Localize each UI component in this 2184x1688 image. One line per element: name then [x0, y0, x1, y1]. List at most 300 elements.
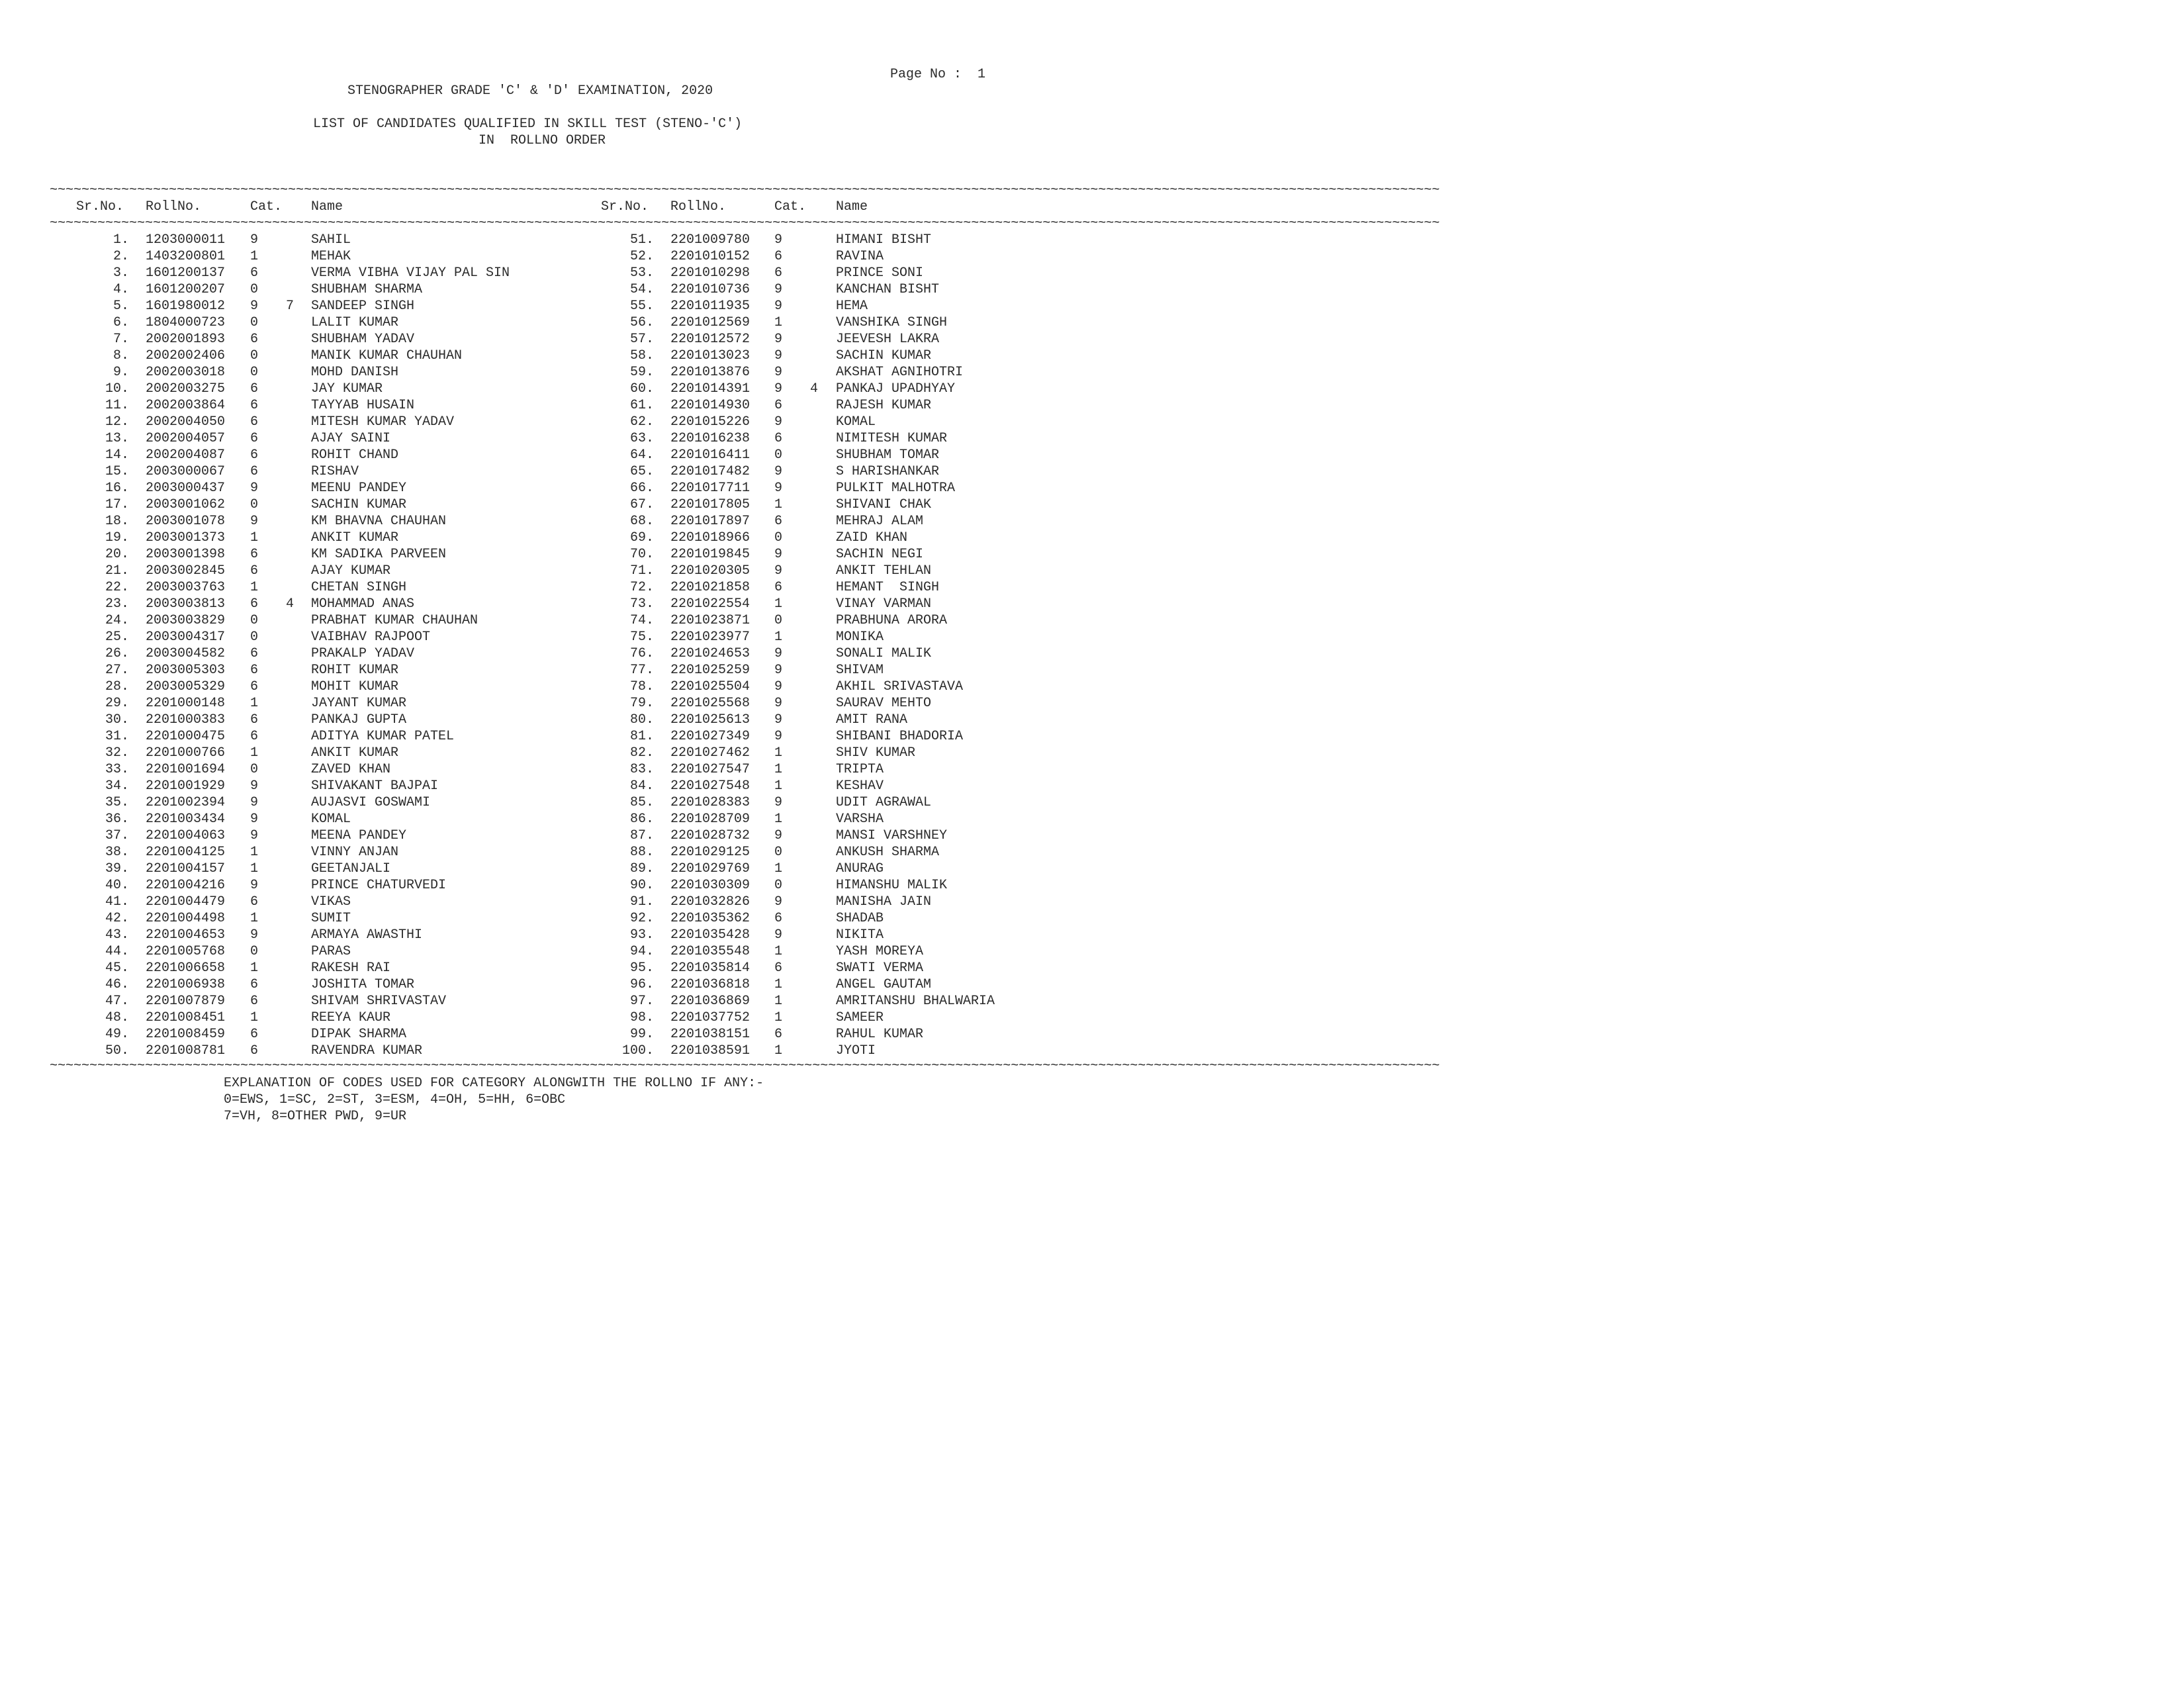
name-cell: PANKAJ UPADHYAY: [836, 381, 956, 397]
top-rule: ~~~~~~~~~~~~~~~~~~~~~~~~~~~~~~~~~~~~~~~~~~~~~~~~~~~~~~~~~~~~~~~~~~~~~~~~~~~~~~~~~~~~~~~~~~~~~~~~~~~~~~~~~~~~~~~~~~~~~~~~~~~~~~~~~~~~~~~~~~~~~~~~~~~~~~~~~~~~~~~~~~~~~~~~~~~~~~~: [50, 183, 1440, 198]
category-cell: 6: [250, 894, 259, 910]
category-cell: 1: [250, 961, 259, 976]
category-cell: 9: [250, 299, 259, 314]
srno-cell: 26.: [105, 646, 129, 661]
category-cell: 9: [774, 414, 783, 430]
category-cell: 1: [774, 861, 783, 876]
category-cell: 6: [250, 1027, 259, 1042]
category-cell: 0: [250, 630, 259, 645]
name-cell: YASH MOREYA: [836, 944, 924, 959]
name-cell: CHETAN SINGH: [311, 580, 407, 595]
name-cell: S HARISHANKAR: [836, 464, 940, 479]
name-cell: PRAKALP YADAV: [311, 646, 415, 661]
name-cell: SACHIN NEGI: [836, 547, 924, 562]
srno-cell: 93.: [629, 927, 654, 943]
table-row: [0, 265, 2184, 281]
category-cell: 9: [774, 365, 783, 380]
header-rollno-right: RollNo.: [670, 199, 727, 214]
srno-cell: 73.: [629, 596, 654, 612]
rollno-cell: 2201006938: [146, 977, 226, 992]
list-title: LIST OF CANDIDATES QUALIFIED IN SKILL TEST (STENO-'C'): [313, 117, 743, 132]
name-cell: MANISHA JAIN: [836, 894, 932, 910]
srno-cell: 98.: [629, 1010, 654, 1025]
srno-cell: 28.: [105, 679, 129, 694]
rollno-cell: 1203000011: [146, 232, 226, 248]
srno-cell: 95.: [629, 961, 654, 976]
category-cell: 9: [250, 812, 259, 827]
srno-cell: 20.: [105, 547, 129, 562]
srno-cell: 69.: [629, 530, 654, 545]
table-row: [0, 579, 2184, 596]
category-cell: 9: [774, 663, 783, 678]
name-cell: SANDEEP SINGH: [311, 299, 415, 314]
srno-cell: 33.: [105, 762, 129, 777]
rollno-cell: 2201036869: [670, 994, 751, 1009]
name-cell: ROHIT CHAND: [311, 447, 399, 463]
category-cell: 9: [774, 894, 783, 910]
category-cell: 9: [250, 232, 259, 248]
category-cell: 0: [250, 613, 259, 628]
rollno-cell: 2201004216: [146, 878, 226, 893]
category-cell: 9: [774, 381, 783, 397]
name-cell: REEYA KAUR: [311, 1010, 391, 1025]
table-row: [0, 844, 2184, 861]
srno-cell: 61.: [629, 398, 654, 413]
table-row: [0, 745, 2184, 761]
table-row: [0, 596, 2184, 612]
table-row: [0, 827, 2184, 844]
rollno-cell: 2201001694: [146, 762, 226, 777]
table-row: [0, 381, 2184, 397]
rollno-cell: 2201006658: [146, 961, 226, 976]
name-cell: AKSHAT AGNIHOTRI: [836, 365, 964, 380]
rollno-cell: 2201025568: [670, 696, 751, 711]
name-cell: RAJESH KUMAR: [836, 398, 932, 413]
srno-cell: 89.: [629, 861, 654, 876]
pwd-code-cell: 7: [286, 299, 295, 314]
srno-cell: 31.: [105, 729, 129, 744]
candidate-table: [0, 232, 2184, 1059]
header-srno-right: Sr.No.: [601, 199, 649, 214]
header-cat-right: Cat.: [774, 199, 807, 214]
category-cell: 9: [250, 927, 259, 943]
rollno-cell: 2201017805: [670, 497, 751, 512]
table-row: [0, 414, 2184, 430]
table-row: [0, 612, 2184, 629]
rollno-cell: 2201038151: [670, 1027, 751, 1042]
rollno-cell: 2002004050: [146, 414, 226, 430]
category-cell: 9: [774, 828, 783, 843]
category-cell: 6: [250, 265, 259, 281]
rollno-cell: 2201015226: [670, 414, 751, 430]
name-cell: AMIT RANA: [836, 712, 908, 727]
rollno-cell: 2201023977: [670, 630, 751, 645]
name-cell: KM SADIKA PARVEEN: [311, 547, 447, 562]
category-cell: 6: [774, 265, 783, 281]
rollno-cell: 2201000148: [146, 696, 226, 711]
srno-cell: 80.: [629, 712, 654, 727]
name-cell: LALIT KUMAR: [311, 315, 399, 330]
rollno-cell: 2201005768: [146, 944, 226, 959]
name-cell: MEHRAJ ALAM: [836, 514, 924, 529]
name-cell: NIMITESH KUMAR: [836, 431, 948, 446]
rollno-cell: 2003002845: [146, 563, 226, 579]
rollno-cell: 2201013876: [670, 365, 751, 380]
rollno-cell: 2201004157: [146, 861, 226, 876]
category-cell: 9: [774, 481, 783, 496]
srno-cell: 27.: [105, 663, 129, 678]
name-cell: ANGEL GAUTAM: [836, 977, 932, 992]
name-cell: KOMAL: [311, 812, 351, 827]
rollno-cell: 2201027548: [670, 778, 751, 794]
rollno-cell: 2201028732: [670, 828, 751, 843]
srno-cell: 16.: [105, 481, 129, 496]
rollno-cell: 2201017482: [670, 464, 751, 479]
srno-cell: 74.: [629, 613, 654, 628]
name-cell: MEHAK: [311, 249, 351, 264]
table-row: [0, 397, 2184, 414]
rollno-cell: 2201027547: [670, 762, 751, 777]
rollno-cell: 2201009780: [670, 232, 751, 248]
category-cell: 0: [250, 497, 259, 512]
srno-cell: 78.: [629, 679, 654, 694]
category-cell: 1: [774, 1043, 783, 1058]
name-cell: SHIVAM SHRIVASTAV: [311, 994, 447, 1009]
name-cell: RISHAV: [311, 464, 359, 479]
srno-cell: 14.: [105, 447, 129, 463]
srno-cell: 81.: [629, 729, 654, 744]
rollno-cell: 2201004125: [146, 845, 226, 860]
srno-cell: 54.: [629, 282, 654, 297]
rollno-cell: 2201016238: [670, 431, 751, 446]
srno-cell: 68.: [629, 514, 654, 529]
srno-cell: 25.: [105, 630, 129, 645]
name-cell: MANIK KUMAR CHAUHAN: [311, 348, 463, 363]
table-row: [0, 679, 2184, 695]
category-cell: 9: [774, 563, 783, 579]
category-cell: 6: [250, 679, 259, 694]
srno-cell: 99.: [629, 1027, 654, 1042]
table-row: [0, 1026, 2184, 1043]
name-cell: DIPAK SHARMA: [311, 1027, 407, 1042]
srno-cell: 79.: [629, 696, 654, 711]
srno-cell: 47.: [105, 994, 129, 1009]
category-cell: 6: [250, 729, 259, 744]
category-cell: 6: [774, 911, 783, 926]
name-cell: RAKESH RAI: [311, 961, 391, 976]
category-cell: 6: [774, 249, 783, 264]
name-cell: JYOTI: [836, 1043, 876, 1058]
rollno-cell: 2201008781: [146, 1043, 226, 1058]
srno-cell: 53.: [629, 265, 654, 281]
table-row: [0, 629, 2184, 645]
rollno-cell: 2003005303: [146, 663, 226, 678]
srno-cell: 1.: [113, 232, 129, 248]
category-cell: 1: [774, 497, 783, 512]
srno-cell: 45.: [105, 961, 129, 976]
table-row: [0, 927, 2184, 943]
rollno-cell: 2201013023: [670, 348, 751, 363]
name-cell: AJAY KUMAR: [311, 563, 391, 579]
rollno-cell: 2201030309: [670, 878, 751, 893]
srno-cell: 46.: [105, 977, 129, 992]
srno-cell: 34.: [105, 778, 129, 794]
name-cell: MOHD DANISH: [311, 365, 399, 380]
table-row: [0, 861, 2184, 877]
category-cell: 6: [250, 646, 259, 661]
srno-cell: 4.: [113, 282, 129, 297]
srno-cell: 70.: [629, 547, 654, 562]
table-row: [0, 778, 2184, 794]
category-cell: 9: [774, 927, 783, 943]
category-cell: 9: [774, 232, 783, 248]
srno-cell: 100.: [621, 1043, 654, 1058]
rollno-cell: 1601980012: [146, 299, 226, 314]
name-cell: MOHIT KUMAR: [311, 679, 399, 694]
srno-cell: 85.: [629, 795, 654, 810]
rollno-cell: 2201004498: [146, 911, 226, 926]
name-cell: ADITYA KUMAR PATEL: [311, 729, 455, 744]
table-row: [0, 364, 2184, 381]
srno-cell: 17.: [105, 497, 129, 512]
srno-cell: 83.: [629, 762, 654, 777]
name-cell: PRINCE SONI: [836, 265, 924, 281]
name-cell: HIMANSHU MALIK: [836, 878, 948, 893]
header-rule: ~~~~~~~~~~~~~~~~~~~~~~~~~~~~~~~~~~~~~~~~~~~~~~~~~~~~~~~~~~~~~~~~~~~~~~~~~~~~~~~~~~~~~~~~~~~~~~~~~~~~~~~~~~~~~~~~~~~~~~~~~~~~~~~~~~~~~~~~~~~~~~~~~~~~~~~~~~~~~~~~~~~~~~~~~~~~~~~: [50, 216, 1440, 231]
table-row: [0, 298, 2184, 314]
srno-cell: 91.: [629, 894, 654, 910]
category-cell: 6: [250, 547, 259, 562]
table-row: [0, 563, 2184, 579]
category-cell: 9: [774, 348, 783, 363]
srno-cell: 65.: [629, 464, 654, 479]
rollno-cell: 2201012569: [670, 315, 751, 330]
srno-cell: 94.: [629, 944, 654, 959]
rollno-cell: 2201029769: [670, 861, 751, 876]
table-row: [0, 712, 2184, 728]
category-cell: 1: [774, 315, 783, 330]
legend-title: EXPLANATION OF CODES USED FOR CATEGORY ALONGWITH THE ROLLNO IF ANY:-: [224, 1076, 764, 1091]
rollno-cell: 2201027462: [670, 745, 751, 761]
srno-cell: 5.: [113, 299, 129, 314]
category-cell: 6: [250, 712, 259, 727]
header-cat-left: Cat.: [250, 199, 283, 214]
pwd-code-cell: 4: [286, 596, 295, 612]
name-cell: SHUBHAM YADAV: [311, 332, 415, 347]
rollno-cell: 2201020305: [670, 563, 751, 579]
category-cell: 6: [250, 381, 259, 397]
rollno-cell: 2201038591: [670, 1043, 751, 1058]
rollno-cell: 2201024653: [670, 646, 751, 661]
category-cell: 1: [774, 762, 783, 777]
rollno-cell: 2003000067: [146, 464, 226, 479]
name-cell: KESHAV: [836, 778, 884, 794]
category-cell: 0: [250, 365, 259, 380]
category-cell: 9: [774, 729, 783, 744]
table-row: [0, 480, 2184, 496]
rollno-cell: 2201022554: [670, 596, 751, 612]
category-cell: 1: [250, 745, 259, 761]
table-row: [0, 447, 2184, 463]
srno-cell: 42.: [105, 911, 129, 926]
srno-cell: 50.: [105, 1043, 129, 1058]
rollno-cell: 2201008459: [146, 1027, 226, 1042]
rollno-cell: 2201037752: [670, 1010, 751, 1025]
category-cell: 9: [774, 646, 783, 661]
srno-cell: 8.: [113, 348, 129, 363]
category-cell: 1: [250, 911, 259, 926]
name-cell: PRABHAT KUMAR CHAUHAN: [311, 613, 478, 628]
name-cell: VANSHIKA SINGH: [836, 315, 948, 330]
srno-cell: 63.: [629, 431, 654, 446]
category-cell: 9: [250, 514, 259, 529]
name-cell: ZAID KHAN: [836, 530, 908, 545]
srno-cell: 2.: [113, 249, 129, 264]
name-cell: SONALI MALIK: [836, 646, 932, 661]
srno-cell: 75.: [629, 630, 654, 645]
srno-cell: 39.: [105, 861, 129, 876]
category-cell: 1: [774, 812, 783, 827]
rollno-cell: 2002003864: [146, 398, 226, 413]
table-row: [0, 232, 2184, 248]
category-cell: 0: [250, 315, 259, 330]
srno-cell: 6.: [113, 315, 129, 330]
srno-cell: 7.: [113, 332, 129, 347]
name-cell: RAHUL KUMAR: [836, 1027, 924, 1042]
srno-cell: 58.: [629, 348, 654, 363]
name-cell: ROHIT KUMAR: [311, 663, 399, 678]
rollno-cell: 2201011935: [670, 299, 751, 314]
srno-cell: 56.: [629, 315, 654, 330]
srno-cell: 30.: [105, 712, 129, 727]
name-cell: SUMIT: [311, 911, 351, 926]
name-cell: JOSHITA TOMAR: [311, 977, 415, 992]
table-row: [0, 877, 2184, 894]
name-cell: SAURAV MEHTO: [836, 696, 932, 711]
bottom-rule: ~~~~~~~~~~~~~~~~~~~~~~~~~~~~~~~~~~~~~~~~~~~~~~~~~~~~~~~~~~~~~~~~~~~~~~~~~~~~~~~~~~~~~~~~~~~~~~~~~~~~~~~~~~~~~~~~~~~~~~~~~~~~~~~~~~~~~~~~~~~~~~~~~~~~~~~~~~~~~~~~~~~~~~~~~~~~~~~: [50, 1058, 1440, 1074]
rollno-cell: 2002004057: [146, 431, 226, 446]
srno-cell: 40.: [105, 878, 129, 893]
category-cell: 9: [774, 547, 783, 562]
srno-cell: 77.: [629, 663, 654, 678]
table-row: [0, 430, 2184, 447]
name-cell: SHADAB: [836, 911, 884, 926]
rollno-cell: 2201025504: [670, 679, 751, 694]
category-cell: 6: [250, 431, 259, 446]
srno-cell: 72.: [629, 580, 654, 595]
category-cell: 1: [250, 530, 259, 545]
category-cell: 0: [774, 878, 783, 893]
rollno-cell: 2003003763: [146, 580, 226, 595]
rollno-cell: 2201025613: [670, 712, 751, 727]
name-cell: SHIVAKANT BAJPAI: [311, 778, 439, 794]
category-cell: 9: [774, 712, 783, 727]
name-cell: AJAY SAINI: [311, 431, 391, 446]
name-cell: KM BHAVNA CHAUHAN: [311, 514, 447, 529]
category-cell: 1: [250, 580, 259, 595]
name-cell: ANKIT KUMAR: [311, 745, 399, 761]
category-cell: 1: [774, 596, 783, 612]
category-cell: 0: [250, 762, 259, 777]
rollno-cell: 2201001929: [146, 778, 226, 794]
exam-title: STENOGRAPHER GRADE 'C' & 'D' EXAMINATION, 2020: [347, 83, 713, 99]
srno-cell: 23.: [105, 596, 129, 612]
table-row: [0, 530, 2184, 546]
rollno-cell: 2003001078: [146, 514, 226, 529]
rollno-cell: 2201029125: [670, 845, 751, 860]
srno-cell: 64.: [629, 447, 654, 463]
category-cell: 0: [250, 348, 259, 363]
category-cell: 9: [774, 696, 783, 711]
name-cell: HEMA: [836, 299, 868, 314]
srno-cell: 13.: [105, 431, 129, 446]
rollno-cell: 2201008451: [146, 1010, 226, 1025]
category-cell: 1: [250, 845, 259, 860]
name-cell: NIKITA: [836, 927, 884, 943]
table-row: [0, 894, 2184, 910]
srno-cell: 41.: [105, 894, 129, 910]
table-row: [0, 993, 2184, 1009]
rollno-cell: 2002002406: [146, 348, 226, 363]
table-row: [0, 794, 2184, 811]
category-cell: 9: [774, 299, 783, 314]
rollno-cell: 2201035428: [670, 927, 751, 943]
srno-cell: 82.: [629, 745, 654, 761]
table-row: [0, 645, 2184, 662]
name-cell: SHIV KUMAR: [836, 745, 916, 761]
category-cell: 6: [250, 464, 259, 479]
name-cell: PRINCE CHATURVEDI: [311, 878, 447, 893]
rollno-cell: 2003004317: [146, 630, 226, 645]
name-cell: VINAY VARMAN: [836, 596, 932, 612]
name-cell: AKHIL SRIVASTAVA: [836, 679, 964, 694]
srno-cell: 90.: [629, 878, 654, 893]
rollno-cell: 2201035814: [670, 961, 751, 976]
name-cell: SHUBHAM TOMAR: [836, 447, 940, 463]
category-cell: 6: [774, 961, 783, 976]
category-cell: 6: [250, 447, 259, 463]
name-cell: JAY KUMAR: [311, 381, 383, 397]
name-cell: TAYYAB HUSAIN: [311, 398, 415, 413]
table-row: [0, 496, 2184, 513]
srno-cell: 44.: [105, 944, 129, 959]
table-row: [0, 662, 2184, 679]
rollno-cell: 1601200207: [146, 282, 226, 297]
category-cell: 9: [250, 778, 259, 794]
rollno-cell: 2201017897: [670, 514, 751, 529]
name-cell: MOHAMMAD ANAS: [311, 596, 415, 612]
category-cell: 9: [250, 828, 259, 843]
srno-cell: 52.: [629, 249, 654, 264]
category-cell: 0: [250, 944, 259, 959]
table-row: [0, 960, 2184, 976]
table-row: [0, 463, 2184, 480]
category-cell: 1: [774, 778, 783, 794]
srno-cell: 18.: [105, 514, 129, 529]
rollno-cell: 2201014930: [670, 398, 751, 413]
name-cell: RAVENDRA KUMAR: [311, 1043, 423, 1058]
table-row: [0, 728, 2184, 745]
rollno-cell: 2201018966: [670, 530, 751, 545]
srno-cell: 66.: [629, 481, 654, 496]
category-cell: 1: [774, 944, 783, 959]
srno-cell: 11.: [105, 398, 129, 413]
srno-cell: 49.: [105, 1027, 129, 1042]
rollno-cell: 2003001062: [146, 497, 226, 512]
table-row: [0, 546, 2184, 563]
srno-cell: 48.: [105, 1010, 129, 1025]
srno-cell: 86.: [629, 812, 654, 827]
